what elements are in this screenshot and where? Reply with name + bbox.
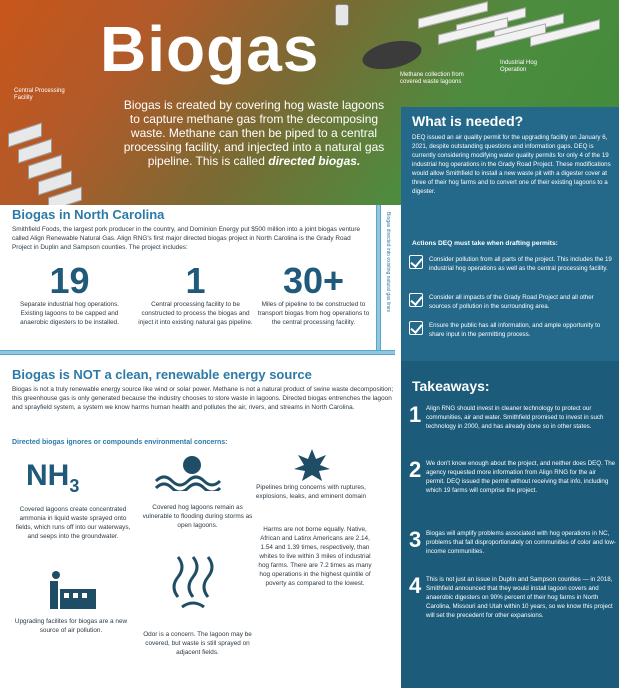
ammonia-icon	[26, 459, 79, 497]
not-clean-heading: Biogas is NOT a clean, renewable energy source	[12, 367, 312, 382]
stat-caption: Miles of pipeline to be constructed to transport biogas from hog operations to the central processing facility.	[257, 301, 370, 326]
concerns-heading: Directed biogas ignores or compounds environmental concerns:	[12, 439, 228, 446]
intro-text	[120, 98, 388, 168]
what-is-needed-heading: What is needed?	[412, 113, 524, 129]
nc-paragraph: Smithfield Foods, the largest pork producer in the country, and Dominion Energy put $500 million into a joint biogas venture called Align Renewable Natural Gas. Align RNG's first major directed biogas project in North Carolina is the Grady Road Project in Duplin and Sampson counties. The project includes:	[12, 226, 361, 251]
checkbox-icon	[409, 293, 423, 307]
flood-wave-icon	[152, 455, 232, 491]
checkbox-icon	[409, 255, 423, 269]
vertical-pipeline	[376, 205, 381, 355]
takeaway-number: 4	[409, 573, 422, 598]
stat-caption: Central processing facility to be constructed to process the biogas and inject it into existing natural gas pipeline.	[138, 301, 253, 326]
stat-number: 30+	[282, 260, 345, 301]
takeaway-text: Align RNG should invest in cleaner technology to protect our communities, air and water. Smithfield promised to invest in such technology in 2000, and has already done so in other states.	[426, 405, 604, 430]
stat-hog-operations	[12, 262, 127, 327]
concern-upgrading: Upgrading facilites for biogas are a new source of air pollution.	[14, 618, 128, 634]
horizontal-pipeline	[0, 350, 395, 355]
stat-pipeline-miles	[256, 262, 371, 327]
storage-tank-illustration	[335, 4, 349, 26]
actions-heading: Actions DEQ must take when drafting permits:	[412, 240, 558, 247]
odor-nose-icon	[168, 553, 218, 613]
takeaway-text: This is not just an issue in Duplin and Sampson counties — in 2018, Smithfield announced that they would install lagoon covers and anaerobic digesters on 90% percent of their hog farms in North Carolina, Missouri and Utah within 10 years, so we know this project will set the precedent for other expansions.	[426, 576, 613, 619]
nh3-text: NH	[26, 459, 70, 492]
stat-number: 1	[185, 260, 206, 301]
action-text: Ensure the public has all information, and ample opportunity to share input in the permitting process.	[429, 322, 601, 338]
concern-odor: Odor is a concern. The lagoon may be covered, but waste is still sprayed on adjacent fields.	[143, 631, 252, 656]
stat-processing-facility	[138, 262, 253, 327]
stat-number: 19	[49, 260, 90, 301]
concern-ammonia: Covered lagoons create concentrated ammonia in liquid waste sprayed onto fields, which runs off into our waterways, and seeps into the groundwater.	[15, 506, 131, 540]
label-central-facility: Central Processing Facility	[14, 88, 65, 101]
hog-barns-illustration	[378, 2, 619, 72]
what-is-needed-panel	[401, 107, 619, 361]
takeaways-heading: Takeaways:	[412, 378, 490, 394]
action-text: Consider all impacts of the Grady Road Project and all other sources of pollution in the surrounding area.	[429, 294, 594, 310]
concern-harms: Harms are not borne equally. Native, African and Latinx Americans are 2.14, 1.54 and 1.39 times, respectively, than whites to live within 3 miles of industrial hog farms. There are 7.2 times as many hog operations in the highest quintile of poverty as compared to the lowest.	[258, 526, 372, 587]
takeaway-number: 3	[409, 527, 422, 552]
concern-pipelines: Pipelines bring concerns with ruptures, explosions, leaks, and eminent domain	[255, 484, 367, 500]
stat-caption: Separate industrial hog operations. Existing lagoons to be capped and anaerobic digesters to be installed.	[19, 301, 120, 326]
what-is-needed-text: DEQ issued an air quality permit for the upgrading facility on January 6, 2021, despite outstanding questions and information gaps. DEQ is currently considering modifying water quality permits for only 4 of the 19 industrial hog operations in the Grady Road Project. These modifications would allow Smithfield to install a new waste pit with a digester cover at three of their hog farms and to convert one of their existing lagoons to a digester.	[412, 134, 611, 195]
takeaway-number: 2	[409, 457, 422, 482]
takeaway-number: 1	[409, 402, 422, 427]
takeaway-text: We don't know enough about the project, and neither does DEQ. The agency requested more information from Align RNG for the air permit. DEQ issued the permit without receiving that info, including which 19 farms will comprise the project.	[426, 460, 616, 494]
intro-emphasis: directed biogas.	[268, 154, 361, 168]
label-hog-operation: Industrial Hog Operation	[500, 60, 538, 73]
concern-flooding: Covered hog lagoons remain as vulnerable to flooding during storms as open lagoons.	[142, 504, 253, 529]
factory-icon	[44, 567, 100, 611]
page-title: Biogas	[100, 13, 320, 85]
pipeline-explosion-icon	[292, 447, 332, 483]
label-methane-collection: Methane collection from covered waste lagoons	[400, 72, 464, 85]
takeaway-text: Biogas will amplify problems associated with hog operations in NC, problems that fall disproportionately on communities of color and low-income communities.	[426, 530, 616, 555]
right-panel	[401, 107, 619, 688]
nh3-subscript: 3	[69, 476, 80, 496]
pipeline-label: Biogas directed into existing natural gas lines	[385, 212, 391, 313]
not-clean-paragraph: Biogas is not a truly renewable energy source like wind or solar power. Methane is not a natural product of swine waste decomposition; this greenhouse gas is only generated because the industry chooses to store waste in lagoons. Directed biogas entrenches the lagoon and sprayfield system, a system we know harms human health and pollutes the air, rivers, and streams in North Carolina.	[12, 386, 394, 411]
action-text: Consider pollution from all parts of the project. This includes the 19 industrial hog operations as well as the central processing facility.	[429, 256, 612, 272]
intro-body: Biogas is created by covering hog waste lagoons to capture methane gas from the decomposing waste. Methane can then be piped to a central processing facility, and injected into a natural gas pipeline. This is called	[123, 98, 385, 168]
nc-heading: Biogas in North Carolina	[12, 207, 165, 222]
checkbox-icon	[409, 321, 423, 335]
